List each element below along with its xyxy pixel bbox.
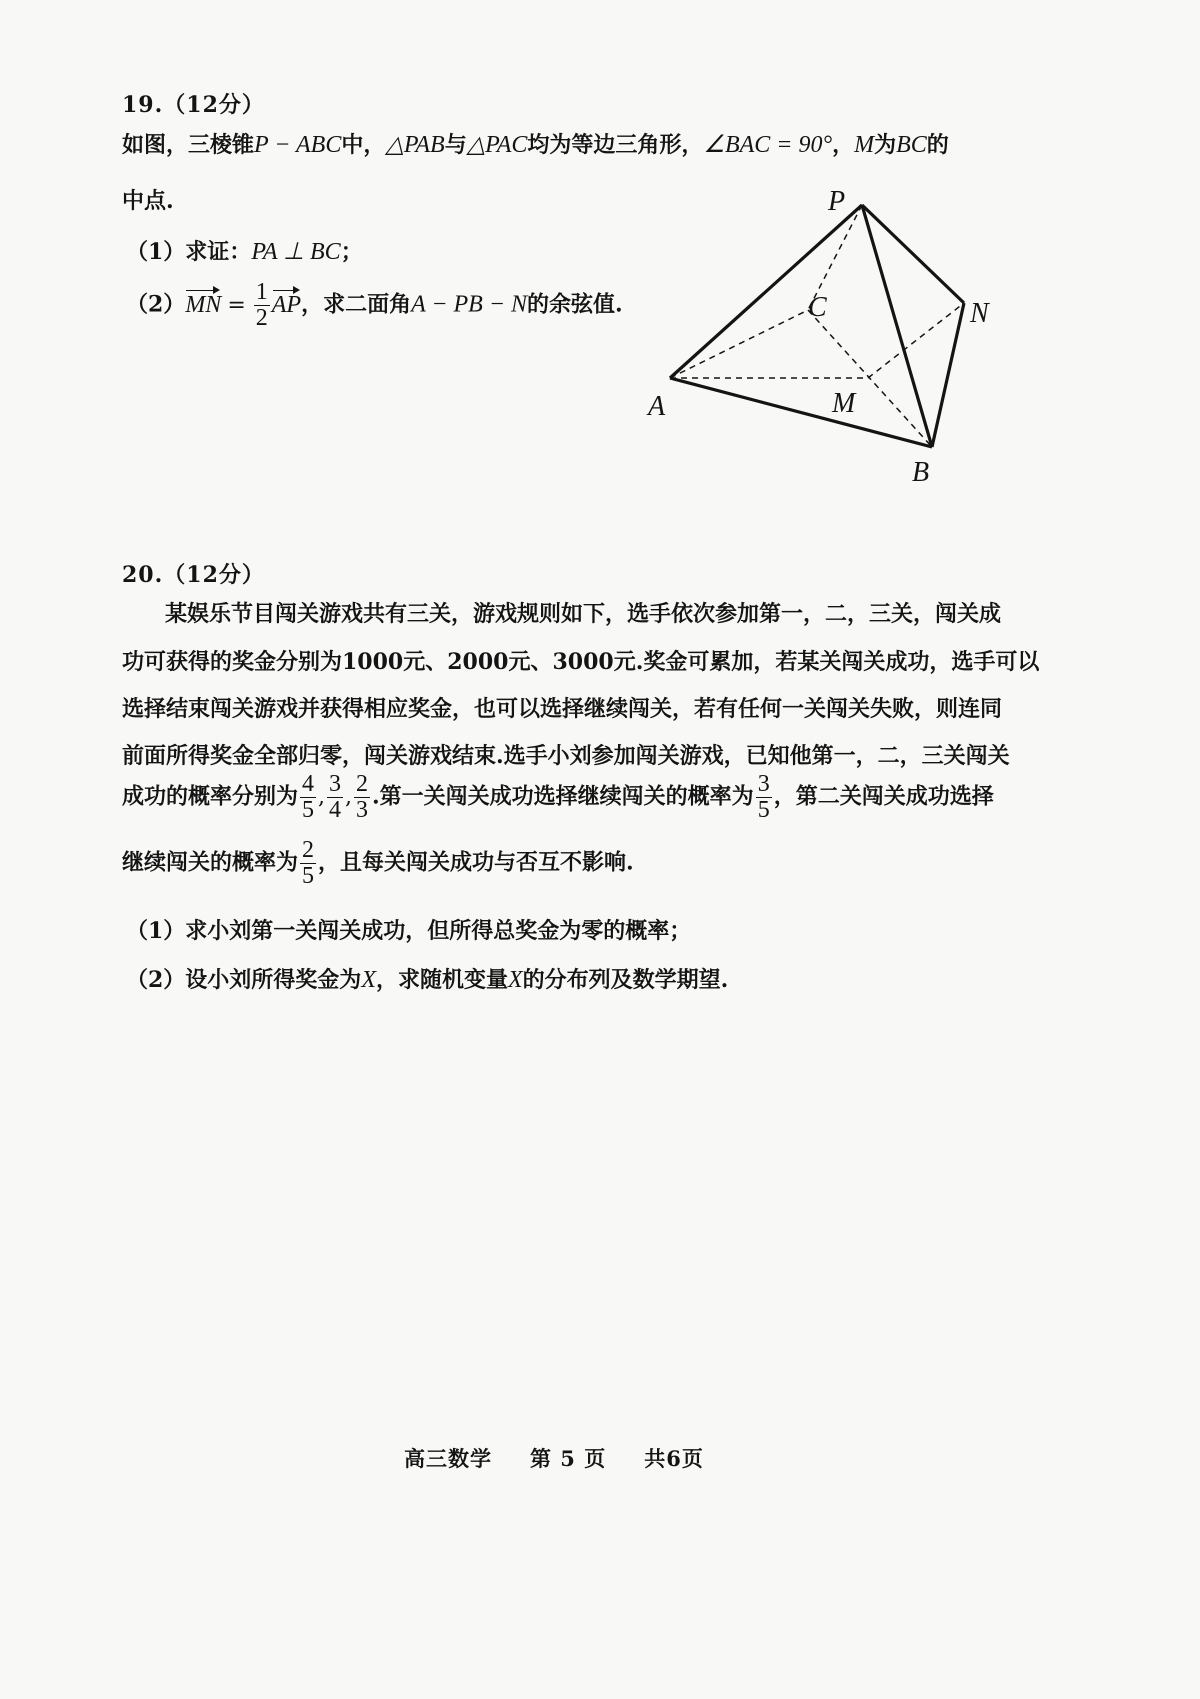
footer-subject: 高三数学	[404, 1446, 492, 1471]
q19-math: ∠BAC = 90°	[703, 132, 833, 158]
fraction-3-5	[756, 772, 772, 823]
q20-text: .第一关闯关成功选择继续闯关的概率为	[372, 783, 754, 810]
pyramid-figure	[600, 170, 1020, 500]
q19-math: BC	[896, 132, 927, 158]
fraction-numerator: 1	[255, 279, 268, 305]
q19-part1	[126, 240, 363, 264]
q20-text: 继续闯关的概率为	[122, 849, 299, 876]
q19-text: 如图，三棱锥	[122, 132, 255, 158]
fraction-4-5	[300, 772, 316, 823]
q19-statement-line2: 中点.	[122, 188, 174, 214]
q19-text: 的	[926, 132, 949, 158]
vector-ap: AP	[271, 291, 302, 318]
q19-math: △PAC	[466, 132, 528, 158]
label-a: A	[648, 391, 666, 422]
q19-header: 19.（12分）	[122, 92, 265, 118]
fraction-2-5	[300, 838, 316, 889]
fraction-denominator: 4	[329, 797, 342, 824]
edge-nb	[932, 303, 964, 447]
q19-text: ，	[832, 132, 855, 158]
q20-part1: （1）求小刘第一关闯关成功，但所得总奖金为零的概率；	[126, 918, 692, 944]
q20-part2	[126, 963, 728, 994]
edge-pa	[670, 205, 862, 378]
edge-pb	[862, 205, 932, 447]
q19-part2	[126, 280, 623, 331]
q19-part1-math: PA ⊥ BC	[251, 239, 341, 265]
q19-part2-math: A − PB − N	[411, 291, 528, 318]
q19-part1-end: ；	[340, 239, 363, 265]
fraction-denominator: 2	[255, 305, 268, 332]
variable-x: X	[508, 967, 523, 993]
q19-text: 均为等边三角形，	[527, 132, 704, 158]
q20-text: （2）设小刘所得奖金为	[126, 967, 362, 993]
q19-math: △PAB	[385, 132, 445, 158]
q20-line4: 前面所得奖金全部归零，闯关游戏结束.选手小刘参加闯关游戏，已知他第一，二，三关闯关	[122, 743, 1010, 769]
fraction-numerator: 2	[356, 771, 369, 797]
variable-x: X	[361, 967, 376, 993]
q19-text: 与	[444, 132, 467, 158]
q19-statement-line1	[122, 133, 949, 157]
q20-text: 的分布列及数学期望.	[522, 967, 729, 993]
fraction-denominator: 5	[757, 797, 770, 824]
q19-part2-text: ，求二面角	[301, 291, 412, 318]
q20-line2: 功可获得的奖金分别为1000元、2000元、3000元.奖金可累加，若某关闯关成功，选手可以	[122, 649, 1040, 675]
fraction-numerator: 4	[302, 771, 315, 797]
fraction-one-half	[254, 280, 270, 331]
q20-text: 成功的概率分别为	[122, 783, 299, 810]
footer-total-pages: 共6页	[644, 1446, 704, 1471]
fraction-2-3	[354, 772, 370, 823]
q19-part2-text: 的余弦值.	[527, 291, 623, 318]
q19-math: M	[854, 132, 875, 158]
fraction-numerator: 3	[757, 771, 770, 797]
q20-line6	[122, 838, 634, 889]
q20-text: ，求随机变量	[375, 967, 508, 993]
label-c: C	[808, 292, 827, 323]
fraction-denominator: 5	[302, 797, 315, 824]
q20-header: 20.（12分）	[122, 562, 265, 588]
label-b: B	[912, 457, 930, 488]
edge-ab	[670, 378, 932, 447]
q20-line3: 选择结束闯关游戏并获得相应奖金，也可以选择继续闯关，若有任何一关闯关失败，则连同	[122, 696, 1003, 722]
edge-ac	[670, 310, 808, 378]
fraction-denominator: 3	[356, 797, 369, 824]
q19-part2-label: （2）	[126, 291, 186, 318]
q20-line5: 成功的概率分别为 $\frac{4}{5}$ , $\frac{3}{4}$ , $\frac{2}{3}$ .第一关闯关成功选择继续闯关的概率为 $\frac{3}{5}$ ，第二关闯关成功选择	[122, 771, 994, 824]
q20-text: ，第二关闯关成功选择	[773, 783, 994, 810]
label-p: P	[828, 186, 846, 217]
fraction-numerator: 3	[329, 771, 342, 797]
vector-mn: MN	[185, 291, 222, 318]
equals-sign: =	[227, 292, 246, 318]
page-footer	[404, 1443, 704, 1473]
q19-text: 为	[874, 132, 897, 158]
q20-line1: 某娱乐节目闯关游戏共有三关，游戏规则如下，选手依次参加第一，二，三关，闯关成	[165, 601, 1002, 627]
q19-math: P − ABC	[254, 132, 342, 158]
q20-text: ，且每关闯关成功与否互不影响.	[318, 849, 634, 876]
q19-part1-label: （1）求证：	[126, 239, 252, 265]
fraction-denominator: 5	[302, 863, 315, 890]
label-n: N	[970, 298, 989, 329]
fraction-numerator: 2	[302, 837, 315, 863]
footer-page-number: 第 5 页	[530, 1446, 607, 1471]
fraction-3-4	[327, 772, 343, 823]
label-m: M	[832, 388, 856, 419]
q19-text: 中，	[341, 132, 386, 158]
